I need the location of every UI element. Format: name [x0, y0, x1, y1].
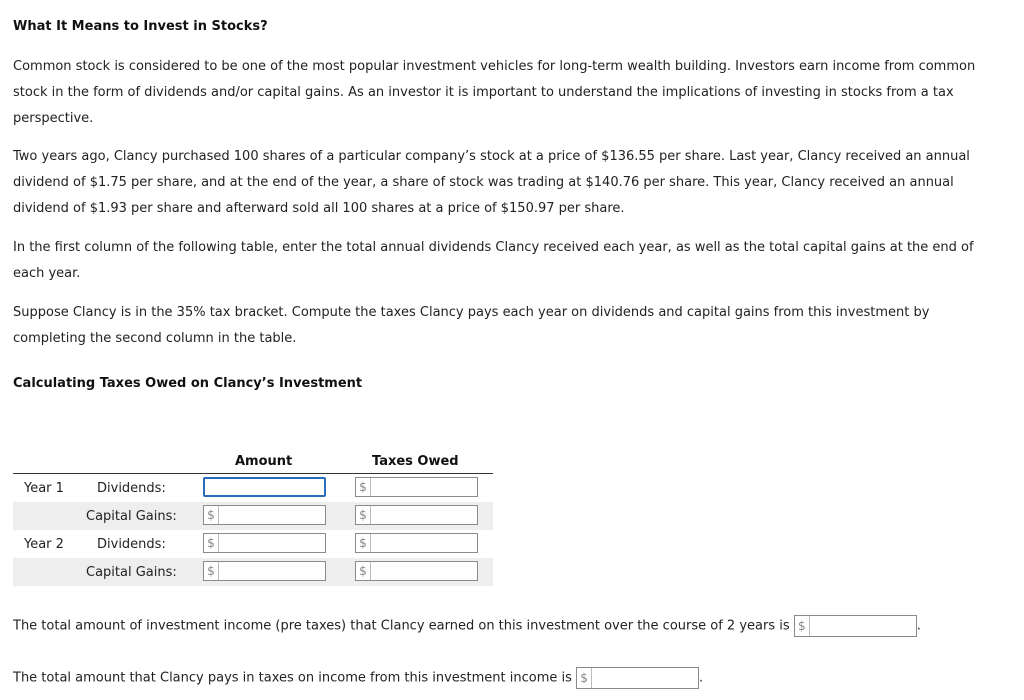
dollar-sign: $	[577, 668, 592, 688]
page-title: What It Means to Invest in Stocks?	[13, 19, 268, 34]
year2-capital-gains-amount-text[interactable]	[219, 562, 325, 580]
row-label-dividends: Dividends:	[97, 537, 166, 552]
dollar-sign: $	[204, 534, 219, 552]
year2-dividends-amount-input[interactable]	[203, 533, 326, 553]
dollar-sign: $	[356, 562, 371, 580]
year1-capital-gains-amount-input[interactable]	[203, 505, 326, 525]
total-taxes-input[interactable]	[576, 667, 699, 689]
year2-dividends-taxes-text[interactable]	[371, 534, 477, 552]
total-income-text: The total amount of investment income (pre taxes) that Clancy earned on this investment over the course of 2 years is	[13, 618, 790, 634]
table-row-year1-dividends	[13, 474, 493, 502]
dollar-sign: $	[204, 562, 219, 580]
row-label-capital-gains: Capital Gains:	[86, 565, 177, 580]
year1-capital-gains-taxes-input[interactable]	[355, 505, 478, 525]
total-taxes-question	[13, 667, 703, 689]
year1-dividends-amount-text[interactable]	[207, 479, 324, 497]
total-taxes-text: The total amount that Clancy pays in taxes on income from this investment income is	[13, 670, 572, 686]
intro-paragraph: Common stock is considered to be one of the most popular investment vehicles for long-term wealth building. Investors earn income from common stock in the form of dividends and/or capital gains. As an investor it is important to understand the implications of investing in stocks from a tax perspective.	[13, 59, 976, 126]
dollar-sign: $	[204, 506, 219, 524]
dollar-sign: $	[356, 478, 371, 496]
dollar-sign: $	[356, 506, 371, 524]
year-label: Year 2	[24, 537, 64, 552]
total-income-input[interactable]	[794, 615, 917, 637]
dollar-sign: $	[356, 534, 371, 552]
total-income-text-field[interactable]	[810, 616, 916, 634]
column-header-amount: Amount	[235, 454, 293, 469]
instruction-paragraph-1: In the first column of the following table, enter the total annual dividends Clancy received each year, as well as the total capital gains at the end of each year.	[13, 240, 974, 281]
scenario-paragraph: Two years ago, Clancy purchased 100 shares of a particular company’s stock at a price of $136.55 per share. Last year, Clancy received an annual dividend of $1.75 per share, and at the end of the year, a share of stock was trading at $140.76 per share. This year, Clancy received an annual dividend of $1.93 per share and afterward sold all 100 shares at a price of $150.97 per share.	[13, 149, 970, 216]
year1-capital-gains-amount-text[interactable]	[219, 506, 325, 524]
table-title: Calculating Taxes Owed on Clancy’s Investment	[13, 376, 363, 391]
column-header-taxes-owed: Taxes Owed	[372, 454, 459, 469]
year2-capital-gains-taxes-input[interactable]	[355, 561, 478, 581]
year2-capital-gains-amount-input[interactable]	[203, 561, 326, 581]
year-label: Year 1	[24, 481, 64, 496]
year2-dividends-taxes-input[interactable]	[355, 533, 478, 553]
year1-dividends-taxes-input[interactable]	[355, 477, 478, 497]
instruction-paragraph-2: Suppose Clancy is in the 35% tax bracket. Compute the taxes Clancy pays each year on dividends and capital gains from this investment by completing the second column in the table.	[13, 305, 930, 346]
year1-dividends-taxes-text[interactable]	[371, 478, 477, 496]
row-label-dividends: Dividends:	[97, 481, 166, 496]
sentence-period: .	[699, 670, 704, 686]
year1-dividends-amount-input[interactable]	[203, 477, 326, 497]
sentence-period: .	[916, 618, 921, 634]
row-label-capital-gains: Capital Gains:	[86, 509, 177, 524]
total-income-question	[13, 615, 921, 637]
year2-dividends-amount-text[interactable]	[219, 534, 325, 552]
year1-capital-gains-taxes-text[interactable]	[371, 506, 477, 524]
table-row-year2-capital-gains	[13, 558, 493, 586]
table-row-year2-dividends	[13, 530, 493, 558]
year2-capital-gains-taxes-text[interactable]	[371, 562, 477, 580]
dollar-sign: $	[795, 616, 810, 636]
table-row-year1-capital-gains	[13, 502, 493, 530]
total-taxes-text-field[interactable]	[592, 668, 698, 686]
